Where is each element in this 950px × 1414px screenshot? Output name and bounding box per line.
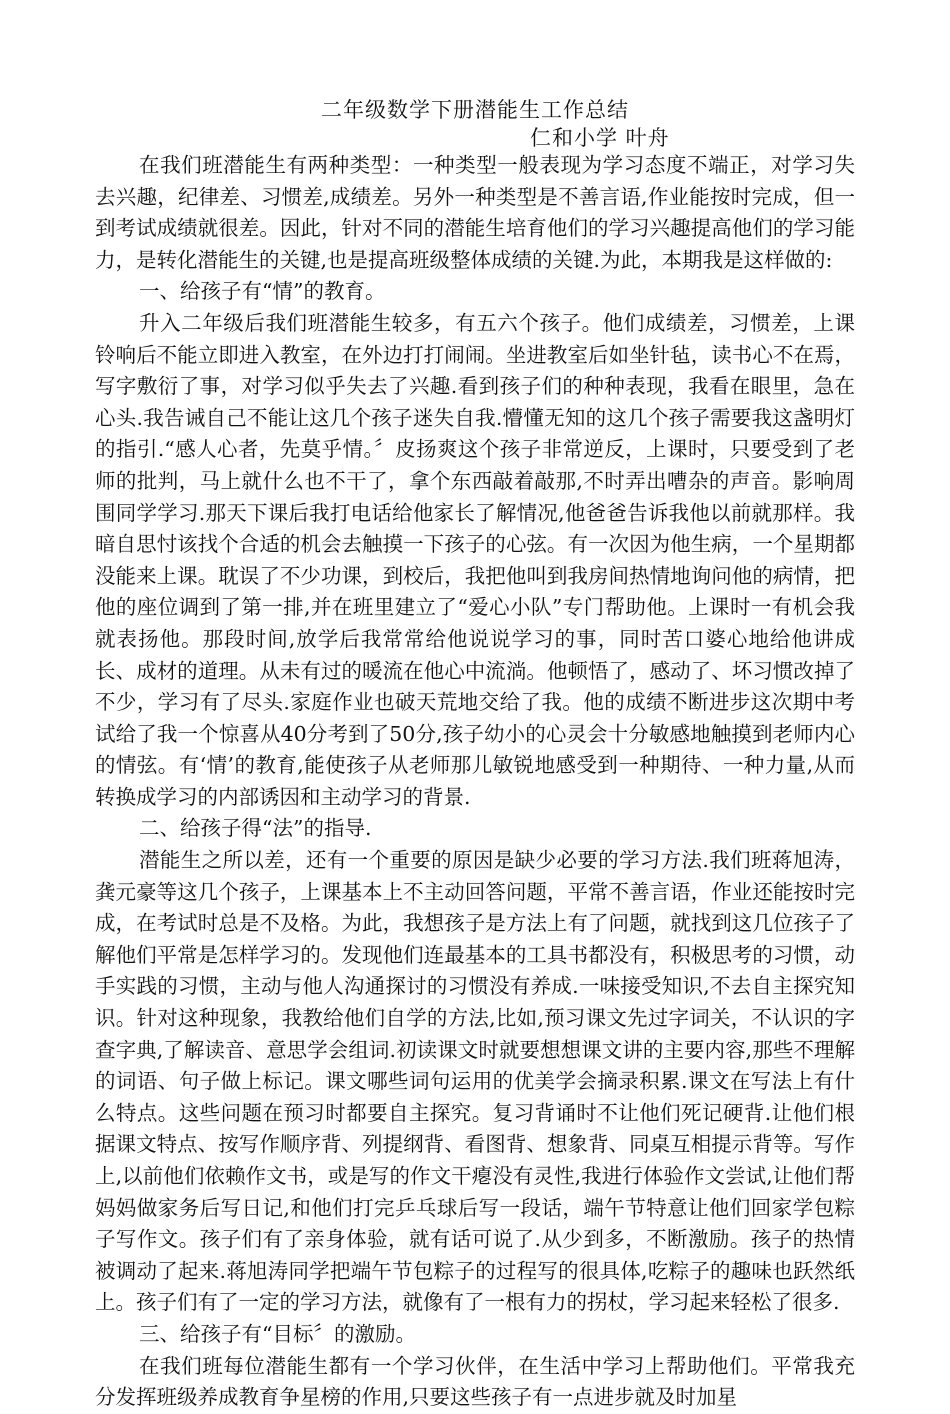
document-title: 二年级数学下册潜能生工作总结 xyxy=(321,98,629,122)
paragraph-section-1: 升入二年级后我们班潜能生较多，有五六个孩子。他们成绩差，习惯差，上课铃响后不能立即进入教室，在外边打打闹闹。坐进教室后如坐针毡，读书心不在焉，写字敷衍了事，对学习似乎失去了兴趣.看到孩子们的种种表现，我看在眼里，急在心头.我告诫自己不能让这几个孩子迷失自我.懵懂无知的这几个孩子需要我这盏明灯的指引.“感人心者，先莫乎情。〞皮扬爽这个孩子非常逆反，上课时，只要受到了老师的批判，马上就什么也不干了，拿个东西敲着敲那,不时弄出嘈杂的声音。影响周围同学学习.那天下课后我打电话给他家长了解情况,他爸爸告诉我他以前就那样。我暗自思忖该找个合适的机会去触摸一下孩子的心弦。有一次因为他生病，一个星期都没能来上课。耽误了不少功课，到校后，我把他叫到我房间热情地询问他的病情，把他的座位调到了第一排,并在班里建立了“爱心小队”专门帮助他。上课时一有机会我就表扬他。那段时间,放学后我常常给他说说学习的事，同时苦口婆心地给他讲成长、成材的道理。从未有过的暖流在他心中流淌。他顿悟了，感动了、坏习惯改掉了不少，学习有了尽头.家庭作业也破天荒地交给了我。他的成绩不断进步这次期中考试给了我一个惊喜从40分考到了50分,孩子幼小的心灵会十分敏感地触摸到老师内心的情弦。有‘情’的教育,能使孩子从老师那儿敏锐地感受到一种期待、一种力量,从而转换成学习的内部诱因和主动学习的背景. xyxy=(95,310,855,809)
section-heading-3: 三、给孩子有“目标〞的激励。 xyxy=(139,1321,416,1346)
section-heading-1: 一、给孩子有“情”的教育。 xyxy=(139,279,386,304)
document-author: 仁和小学 叶舟 xyxy=(530,126,670,150)
section-heading-2: 二、给孩子得“法”的指导. xyxy=(139,816,372,841)
document-body xyxy=(95,150,855,1414)
paragraph-intro: 在我们班潜能生有两种类型：一种类型一般表现为学习态度不端正，对学习失去兴趣，纪律差、习惯差,成绩差。另外一种类型是不善言语,作业能按时完成，但一到考试成绩就很差。因此，针对不同的潜能生培育他们的学习兴趣提高他们的学习能力，是转化潜能生的关键,也是提高班级整体成绩的关键.为此，本期我是这样做的: xyxy=(95,153,855,272)
paragraph-section-2: 潜能生之所以差，还有一个重要的原因是缺少必要的学习方法.我们班蒋旭涛，龚元豪等这几个孩子，上课基本上不主动回答问题，平常不善言语，作业还能按时完成，在考试时总是不及格。为此，我想孩子是方法上有了问题，就找到这几位孩子了解他们平常是怎样学习的。发现他们连最基本的工具书都没有，积极思考的习惯，动手实践的习惯，主动与他人沟通探讨的习惯没有养成.一味接受知识,不去自主探究知识。针对这种现象，我教给他们自学的方法,比如,预习课文先过字词关，不认识的字查字典,了解读音、意思学会组词.初读课文时就要想想课文讲的主要内容,那些不理解的词语、句子做上标记。课文哪些词句运用的优美学会摘录积累.课文在写法上有什么特点。这些问题在预习时都要自主探究。复习背诵时不让他们死记硬背.让他们根据课文特点、按写作顺序背、列提纲背、看图背、想象背、同桌互相提示背等。写作上,以前他们依赖作文书，或是写的作文干瘪没有灵性,我进行体验作文尝试,让他们帮妈妈做家务后写日记,和他们打完乒乓球后写一段话，端午节特意让他们回家学包粽子写作文。孩子们有了亲身体验，就有话可说了.从少到多，不断激励。孩子的热情被调动了起来.蒋旭涛同学把端午节包粽子的过程写的很具体,吃粽子的趣味也跃然纸上。孩子们有了一定的学习方法，就像有了一根有力的拐杖，学习起来轻松了很多. xyxy=(95,848,855,1315)
paragraph-section-3: 在我们班每位潜能生都有一个学习伙伴，在生活中学习上帮助他们。平常我充分发挥班级养成教育争星榜的作用,只要这些孩子有一点进步就及时加星 xyxy=(95,1353,855,1410)
